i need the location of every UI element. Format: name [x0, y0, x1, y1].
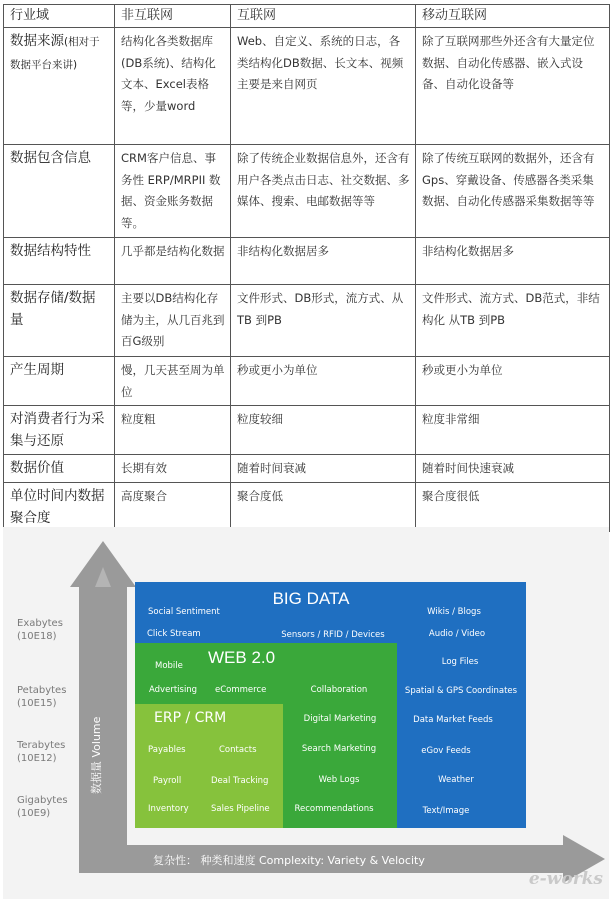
big-data-item: Weather — [438, 775, 474, 785]
row-label: 数据来源(相对于数据平台来讲) — [4, 28, 115, 145]
table-cell: 聚合度很低 — [416, 482, 610, 531]
table-cell: 除了传统互联网的数据外，还含有Gps、穿戴设备、传感器各类采集数据、自动化传感器采集数据等等 — [416, 145, 610, 238]
web20-item: Search Marketing — [301, 744, 377, 754]
table-cell: 结构化各类数据库(DB系统)、结构化文本、Excel表格等，少量word — [115, 28, 231, 145]
big-data-item: eGov Feeds — [421, 746, 471, 756]
header-mobile-internet: 移动互联网 — [416, 5, 610, 28]
scale-label-gigabytes: Gigabytes (10E9) — [17, 795, 68, 819]
table-cell: 秒或更小为单位 — [231, 357, 416, 406]
big-data-title: BIG DATA — [272, 589, 350, 608]
table-cell: 慢，几天甚至周为单位 — [115, 357, 231, 406]
row-label: 数据价值 — [4, 455, 115, 483]
row-label: 数据存储/数据量 — [4, 285, 115, 357]
big-data-item: Spatial & GPS Coordinates — [404, 686, 518, 696]
erp-crm-item: Contacts — [219, 745, 257, 755]
table-cell: 粒度非常细 — [416, 406, 610, 455]
table-cell: 秒或更小为单位 — [416, 357, 610, 406]
erp-crm-item: Payables — [148, 745, 186, 755]
big-data-item: Wikis / Blogs — [427, 607, 481, 617]
table-cell: 主要以DB结构化存储为主，从几百兆到 百G级别 — [115, 285, 231, 357]
table-cell: 非结构化数据居多 — [416, 238, 610, 285]
row-label: 产生周期 — [4, 357, 115, 406]
table-cell: 随着时间衰减 — [231, 455, 416, 483]
erp-crm-item: Payroll — [153, 776, 182, 786]
row-label: 数据包含信息 — [4, 145, 115, 238]
table-cell: 粒度粗 — [115, 406, 231, 455]
row-label: 对消费者行为采集与还原 — [4, 406, 115, 455]
table-cell: 非结构化数据居多 — [231, 238, 416, 285]
table-cell: 聚合度低 — [231, 482, 416, 531]
x-axis-label: 复杂性： 种类和速度 Complexity: Variety & Velocity — [153, 854, 425, 867]
table-cell: 长期有效 — [115, 455, 231, 483]
row-label-sub: (相对于数据平台来讲) — [10, 36, 100, 71]
table-row — [4, 238, 610, 285]
erp-crm-item: Sales Pipeline — [211, 804, 270, 814]
web20-item: Recommendations — [294, 804, 374, 814]
table-cell: 粒度较细 — [231, 406, 416, 455]
table-cell: CRM客户信息、事务性 ERP/MRPII 数据、资金账务数据 等。 — [115, 145, 231, 238]
web20-title: WEB 2.0 — [208, 648, 276, 667]
table-cell: 除了传统企业数据信息外，还含有用户各类点击日志、社交数据、多媒体、搜索、电邮数据等等 — [231, 145, 416, 238]
big-data-figure — [3, 527, 609, 899]
row-label: 单位时间内数据聚合度 — [4, 482, 115, 531]
table-header-row — [4, 5, 610, 28]
table-row — [4, 482, 610, 531]
big-data-item: Sensors / RFID / Devices — [281, 630, 385, 640]
table-cell: 几乎都是结构化数据 — [115, 238, 231, 285]
big-data-item: Text/Image — [422, 806, 470, 816]
e-works-watermark: e-works — [528, 869, 603, 889]
table-cell: 文件形式、流方式、DB范式，非结构化 从TB 到PB — [416, 285, 610, 357]
scale-label-petabytes: Petabytes (10E15) — [17, 685, 67, 709]
row-label: 数据结构特性 — [4, 238, 115, 285]
erp-crm-title: ERP / CRM — [154, 710, 227, 726]
table-cell: 高度聚合 — [115, 482, 231, 531]
web20-item: Advertising — [149, 685, 198, 695]
big-data-item: Data Market Feeds — [413, 715, 493, 725]
big-data-item: Audio / Video — [428, 629, 486, 639]
y-axis-label: 数据量 Volume — [90, 716, 103, 794]
table-cell: 文件形式、DB形式，流方式、从TB 到PB — [231, 285, 416, 357]
big-data-item: Log Files — [441, 657, 479, 667]
web20-item: Web Logs — [318, 775, 360, 785]
web20-item: Collaboration — [310, 685, 368, 695]
big-data-item: Click Stream — [147, 629, 201, 639]
scale-label-terabytes: Terabytes (10E12) — [17, 740, 66, 764]
y-axis-arrow — [70, 541, 136, 871]
big-data-item: Social Sentiment — [148, 607, 220, 617]
scale-label-exabytes: Exabytes (10E18) — [17, 618, 63, 642]
web20-item: Digital Marketing — [303, 714, 377, 724]
web20-item: eCommerce — [215, 685, 267, 695]
table-row — [4, 285, 610, 357]
table-cell: Web、自定义、系统的日志，各类结构化DB数据、长文本、视频 主要是来自网页 — [231, 28, 416, 145]
table-row — [4, 28, 610, 145]
header-internet: 互联网 — [231, 5, 416, 28]
table-row — [4, 145, 610, 238]
header-domain: 行业域 — [4, 5, 115, 28]
table-row — [4, 406, 610, 455]
web20-item: Mobile — [155, 661, 183, 671]
comparison-table — [3, 4, 610, 532]
table-row — [4, 357, 610, 406]
erp-crm-item: Inventory — [148, 804, 189, 814]
table-cell: 随着时间快速衰减 — [416, 455, 610, 483]
table-cell: 除了互联网那些外还含有大量定位数据、自动化传感器、嵌入式设备、自动化设备等 — [416, 28, 610, 145]
table-row — [4, 455, 610, 483]
header-non-internet: 非互联网 — [115, 5, 231, 28]
erp-crm-item: Deal Tracking — [211, 776, 269, 786]
